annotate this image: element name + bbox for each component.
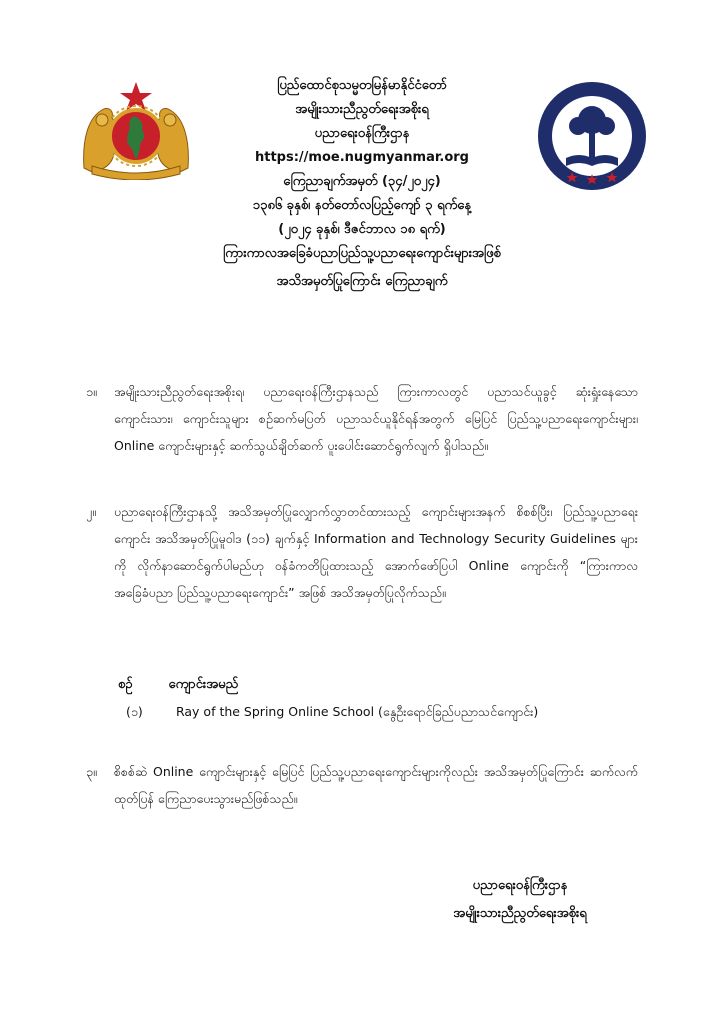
government-name: အမျိုးသားညီညွတ်ရေးအစိုးရ — [295, 102, 429, 117]
country-name: ပြည်ထောင်စုသမ္မတမြန်မာနိုင်ငံတော် — [277, 78, 447, 93]
paragraph-text: စိစစ်ဆဲ Online ကျောင်းများနှင့် မြေပြင် ပြည်သူ့ပညာရေးကျောင်းများကိုလည်း အသိအမှတ်ပြုကြောင်း ဆက်လက်ထုတ်ပြန် ကြေညာပေးသွားမည်ဖြစ်သည်။ — [114, 764, 638, 806]
paragraph-number: ၁။ — [86, 384, 97, 399]
document-header — [200, 78, 524, 298]
date-gregorian: (၂၀၂၄ ခုနှစ်၊ ဒီဇင်ဘာလ ၁၈ ရက်) — [278, 222, 446, 237]
school-number: (၁) — [126, 704, 143, 719]
notice-title-line1: ကြားကာလအခြေခံပညာပြည်သူ့ပညာရေးကျောင်းများအဖြစ် — [223, 246, 501, 261]
state-emblem-icon — [78, 80, 194, 180]
column-name-header: ကျောင်းအမည် — [168, 677, 239, 692]
table-row — [126, 704, 538, 723]
ministry-name: ပညာရေးဝန်ကြီးဌာန — [314, 126, 410, 141]
paragraph-text: ပညာရေးဝန်ကြီးဌာနသို့ အသိအမှတ်ပြုလျှောက်လွှာတင်ထားသည့် ကျောင်းများအနက် စိစစ်ပြီး၊ ပြည်သူ့ပညာရေးကျောင်း အသိအမှတ်ပြုမူဝါဒ (၁၁) ချက်နှင့် Information and Technology Security Guidelines များကို လိုက်နာဆောင်ရွက်ပါမည်ဟု ဝန်ခံကတိပြုထားသည့် အောက်ဖော်ပြပါ Online ကျောင်းကို “ကြားကာလအခြေခံပညာ ပြည်သူ့ပညာရေးကျောင်း” အဖြစ် အသိအမှတ်ပြုလိုက်သည်။ — [114, 504, 638, 600]
column-number-header: စဉ် — [118, 677, 133, 692]
paragraph-3 — [86, 758, 638, 812]
paragraph-number: ၃။ — [86, 764, 97, 779]
school-table-header — [118, 676, 238, 695]
signature-government: အမျိုးသားညီညွတ်ရေးအစိုးရ — [453, 906, 587, 921]
school-name: Ray of the Spring Online School (နွေဦးရောင်ခြည်ပညာသင်ကျောင်း) — [175, 704, 539, 719]
paragraph-2 — [86, 498, 638, 606]
ministry-logo-icon — [536, 80, 648, 192]
paragraph-number: ၂။ — [86, 504, 96, 519]
signature-ministry: ပညာရေးဝန်ကြီးဌာန — [472, 878, 568, 893]
date-myanmar: ၁၃၈၆ ခုနှစ်၊ နတ်တော်လပြည့်ကျော် ၃ ရက်နေ့ — [252, 198, 472, 213]
website-url: https://moe.nugmyanmar.org — [255, 150, 469, 165]
notice-title-line2: အသိအမှတ်ပြုကြောင်း ကြေညာချက် — [276, 274, 448, 289]
signature-block — [420, 872, 620, 928]
paragraph-1 — [86, 378, 638, 459]
paragraph-text: အမျိုးသားညီညွတ်ရေးအစိုးရ၊ ပညာရေးဝန်ကြီးဌာနသည် ကြားကာလတွင် ပညာသင်ယူခွင့် ဆုံးရှုံးနေသော ကျောင်းသား၊ ကျောင်းသူများ စဉ်ဆက်မပြတ် ပညာသင်ယူနိုင်ရန်အတွက် မြေပြင် ပြည်သူ့ပညာရေးကျောင်းများ၊ Online ကျောင်းများနှင့် ဆက်သွယ်ချိတ်ဆက် ပူးပေါင်းဆောင်ရွက်လျက် ရှိပါသည်။ — [114, 384, 638, 453]
notice-number: ကြေညာချက်အမှတ် (၃၄/၂၀၂၄) — [283, 174, 441, 189]
